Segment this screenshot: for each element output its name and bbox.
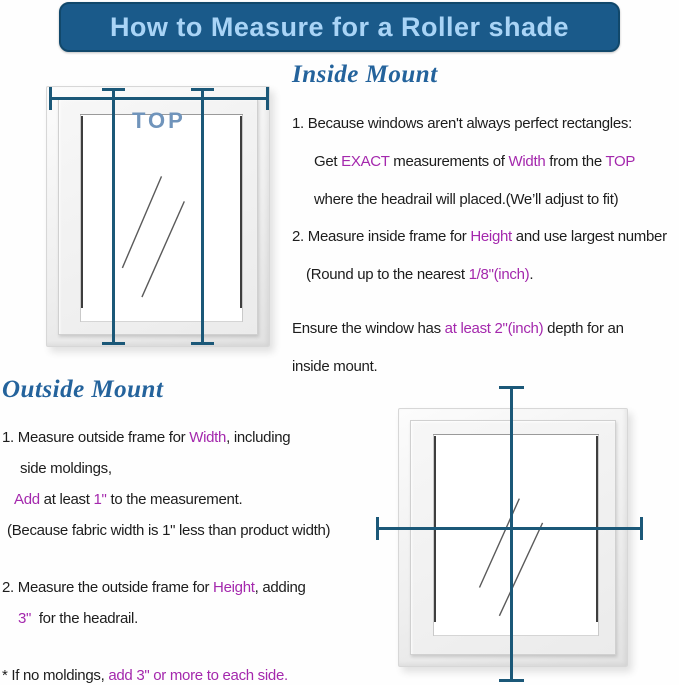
measure-endcap bbox=[191, 88, 214, 91]
window-glass bbox=[433, 434, 599, 636]
height-measure-line-left bbox=[112, 89, 115, 345]
measure-endcap-right bbox=[640, 517, 643, 540]
measure-endcap-right bbox=[266, 87, 269, 110]
outside-mount-section bbox=[2, 376, 374, 684]
text-line: 1. Because windows aren't always perfect rectangles: bbox=[292, 115, 632, 132]
text-line: side moldings, bbox=[20, 460, 112, 477]
text-line: Add at least 1" to the measurement. bbox=[14, 491, 243, 508]
footnote bbox=[2, 660, 374, 685]
text-line: where the headrail will placed.(We’ll adjust to fit) bbox=[314, 191, 619, 208]
width-measure-line bbox=[50, 97, 269, 100]
text-line: Ensure the window has at least 2"(inch) depth for an bbox=[292, 320, 624, 337]
measure-endcap bbox=[191, 342, 214, 345]
height-measure-line bbox=[510, 387, 513, 681]
text-line: (Round up to the nearest 1/8"(inch). bbox=[306, 266, 534, 283]
glass-reflection-lines bbox=[80, 114, 243, 322]
section-heading-outside: Outside Mount bbox=[2, 376, 164, 403]
width-measure-line bbox=[377, 527, 643, 530]
header-title: How to Measure for a Roller shade bbox=[109, 11, 570, 42]
text-line: 3" for the headrail. bbox=[18, 610, 138, 627]
window-glass bbox=[80, 114, 243, 322]
text-line: Get EXACT measurements of Width from the TOP bbox=[314, 153, 636, 170]
instruction-item-2 bbox=[292, 218, 678, 294]
depth-note bbox=[292, 310, 678, 386]
text-line: inside mount. bbox=[292, 358, 378, 375]
measure-endcap-bottom bbox=[499, 679, 524, 682]
instruction-item-1 bbox=[2, 422, 374, 546]
inside-mount-section bbox=[292, 61, 678, 375]
measure-endcap bbox=[102, 88, 125, 91]
header-banner bbox=[59, 2, 620, 52]
glass-reflection-lines bbox=[433, 434, 599, 636]
window-illustration-outside bbox=[398, 408, 628, 667]
outside-mount-diagram bbox=[370, 383, 655, 685]
inside-mount-diagram bbox=[40, 83, 280, 355]
height-measure-line-right bbox=[201, 89, 204, 345]
text-line: * If no moldings, add 3" or more to each side. bbox=[2, 667, 288, 684]
section-heading-inside: Inside Mount bbox=[292, 61, 438, 88]
measure-endcap-left bbox=[376, 517, 379, 540]
text-line: 2. Measure inside frame for Height and use largest number bbox=[292, 228, 667, 245]
top-label: TOP bbox=[132, 108, 186, 133]
measure-endcap-left bbox=[49, 87, 52, 110]
text-line: 2. Measure the outside frame for Height, adding bbox=[2, 579, 306, 596]
text-line: 1. Measure outside frame for Width, including bbox=[2, 429, 291, 446]
instruction-item-2 bbox=[2, 572, 374, 634]
instruction-item-1 bbox=[292, 105, 678, 219]
measure-endcap-top bbox=[499, 386, 524, 389]
text-line: (Because fabric width is 1" less than product width) bbox=[7, 522, 331, 539]
measure-endcap bbox=[102, 342, 125, 345]
